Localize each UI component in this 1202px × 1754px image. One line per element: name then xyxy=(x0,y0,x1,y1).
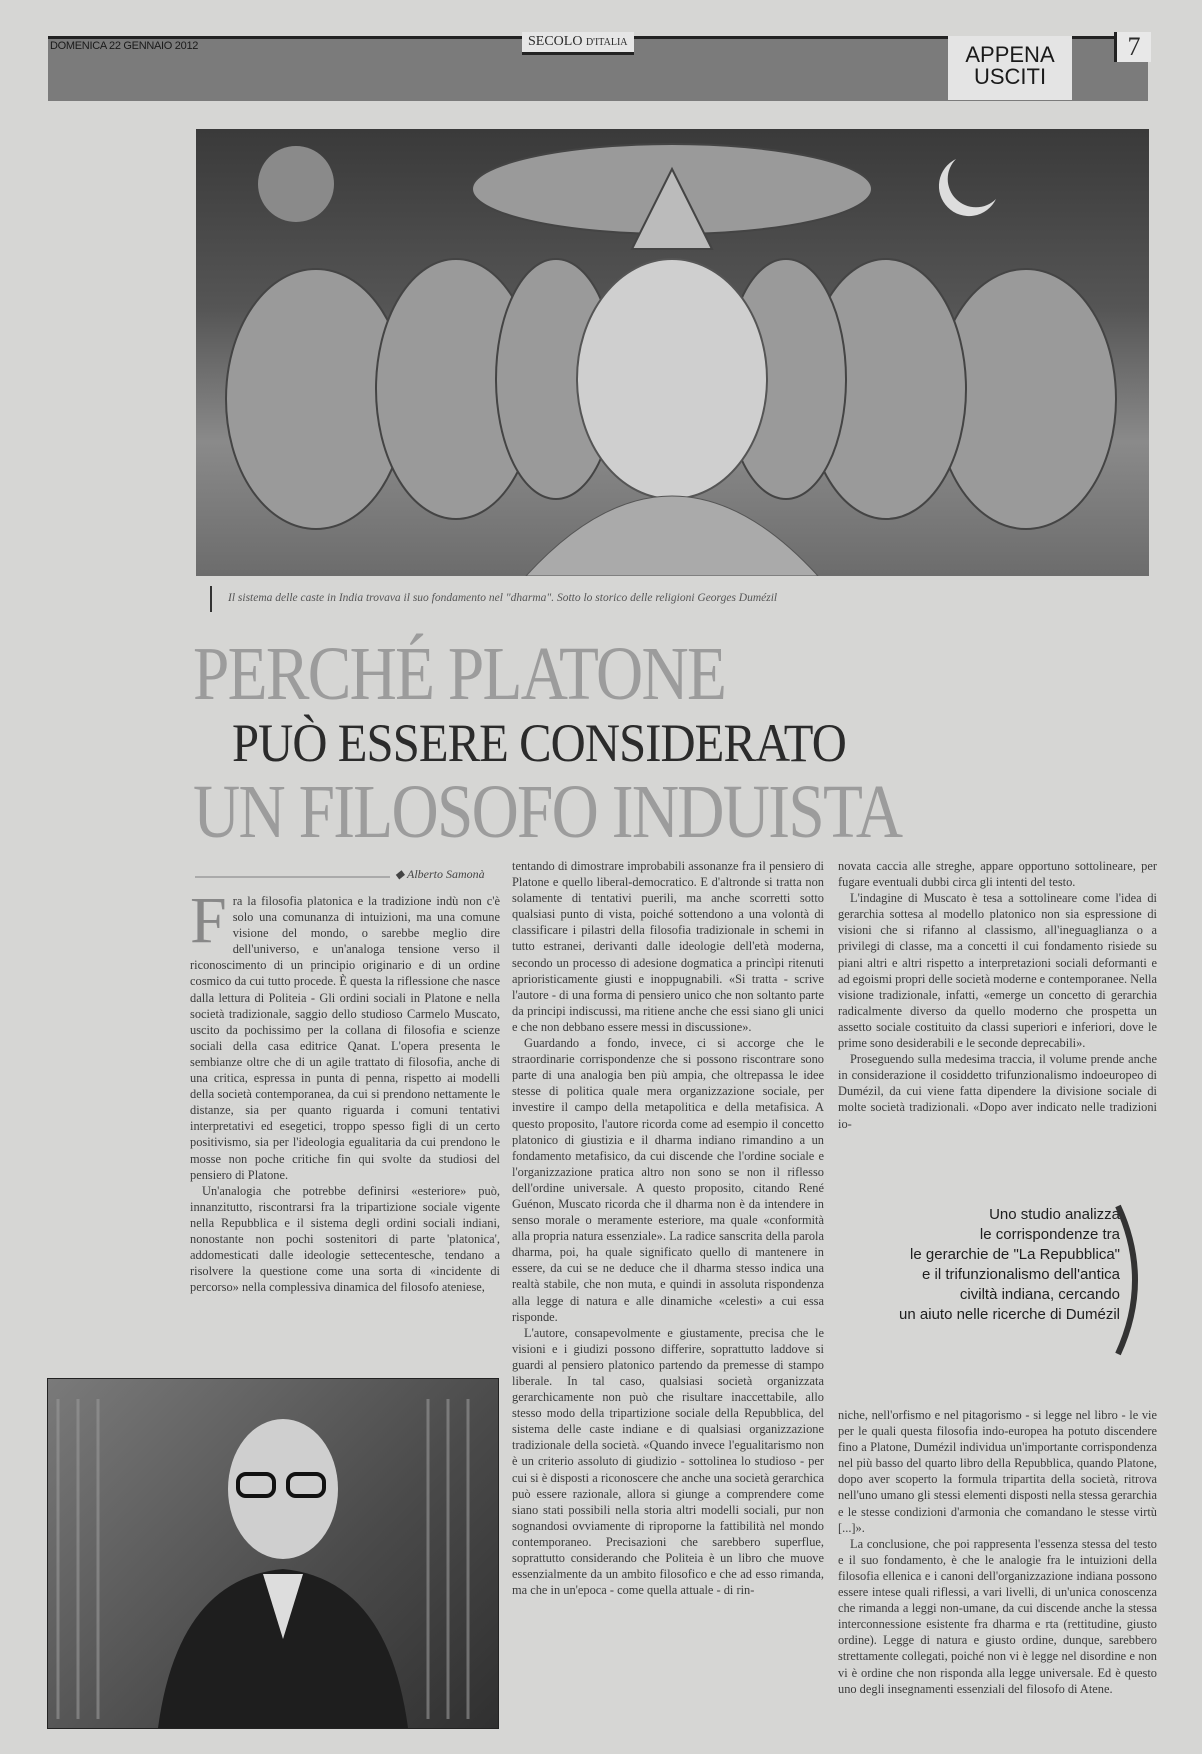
pull-quote-line: le corrispondenze tra xyxy=(979,1226,1120,1243)
pull-quote-line: Uno studio analizza xyxy=(989,1206,1120,1223)
issue-date: DOMENICA 22 GENNAIO 2012 xyxy=(50,40,199,52)
pull-quote-line: civiltà indiana, cercando xyxy=(959,1286,1120,1303)
pull-quote xyxy=(840,1205,1120,1325)
pull-quote-line: e il trifunzionalismo dell'antica xyxy=(922,1266,1120,1283)
section-label-line2: USCITI xyxy=(973,64,1047,89)
pull-quote-bracket xyxy=(1112,1200,1152,1360)
paragraph: novata caccia alle streghe, appare opportuno sottolineare, per fugare eventuali dubbi circa gli intenti del testo. xyxy=(838,859,1157,890)
paragraph: L'indagine di Muscato è tesa a sottolineare come l'idea di gerarchia sottesa al modello platonico non sia espressione di visioni che si rifanno al classismo, all'ineguaglianza o a privilegi di classe, ma a concetti il cui fondamento risiede su piani altri e altri rispetto a interpretazioni sociali deformanti e ad egoismi propri delle società moderne e contemporanee. Nella visione tradizionale, infatti, «emerge un concetto di gerarchia radicalmente diverso da quello moderno che prospetta un assetto sociale costituito da classi superiori e inferiori, dove le prime sono desiderabili e le seconde deprecabili». xyxy=(838,891,1157,1051)
paragraph-text: ra la filosofia platonica e la tradizione indù non c'è solo una comunanza di intuizioni, ma una comune visione del mondo, o sarebbe meglio dire dell'universo, e un'analoga tensione verso il riconoscimento di un principio originario e di un ordine cosmico da cui tutto procede. È questa la riflessione che nasce dalla lettura di Politeia - Gli ordini sociali in Platone e nella società tradizionale, saggio dello studioso Carmelo Muscato, uscito da pochissimo per la collana di filosofia e scienze sociali della casa editrice Qanat. L'opera presenta le sembianze oltre che di un agile trattato di filosofia, anche di una critica, espressa in punta di penna, rispetto ai modelli della società contemporanea, da cui si prendono nettamente le distanze, sia per quanto riguarda i comuni tentativi interpretativi ed esegetici, troppo spesso figli di un certo positivismo, sia per l'ideologia egualitaria da cui prendono le mosse non poche critiche fin qui svolte da studiosi del pensiero di Platone. xyxy=(190,894,500,1182)
paragraph: Proseguendo sulla medesima traccia, il volume prende anche in considerazione il cosiddetto trifunzionalismo indoeuropeo di Dumézil, da cui viene fatta dipendere la divisione sociale di molte società tradizionali. «Dopo aver indicato nelle tradizioni io- xyxy=(838,1052,1157,1131)
section-label-line1: APPENA xyxy=(965,42,1055,67)
drop-cap: F xyxy=(190,893,227,957)
paragraph: Un'analogia che potrebbe definirsi «esteriore» può, innanzitutto, riscontrarsi fra la tripartizione sociale vigente nella Repubblica e il sistema degli ordini sociali indiani, nonostante non pochi sostenitori di parte 'platonica', addomesticati dalle ideologie settecentesche, tendano a risolvere la questione come una sorta di «incidente di percorso» nella complessiva dinamica del filosofo ateniese, xyxy=(190,1183,500,1295)
pull-quote-line: un aiuto nelle ricerche di Dumézil xyxy=(899,1306,1120,1323)
headline-line3: UN FILOSOFO INDUISTA xyxy=(193,770,902,854)
article-column-3-top xyxy=(838,858,1157,1184)
paragraph: niche, nell'orfismo e nel pitagorismo - si legge nel libro - le vie per le quali questa filosofia indo-europea ha potuto discendere fino a Platone, Dumézil individua un'importante corrispondenza nel più basso del quarto libro della Repubblica, quando Platone, dopo aver scoperto la formula tripartita della società, ritrova nell'uno umano gli stessi elementi disposti nella stessa gerarchia e le stesse condizioni d'armonia che comandano le stesse virtù [...]». xyxy=(838,1408,1157,1535)
moon-icon xyxy=(258,146,334,222)
headline-line2: PUÒ ESSERE CONSIDERATO xyxy=(232,713,846,773)
paragraph xyxy=(190,893,500,1183)
headline-line1: PERCHÉ PLATONE xyxy=(193,632,726,716)
author-name: Alberto Samonà xyxy=(407,867,485,881)
page-number: 7 xyxy=(1114,32,1151,62)
section-label xyxy=(948,36,1072,100)
byline-rule xyxy=(195,876,390,878)
pull-quote-line: le gerarchie de "La Repubblica" xyxy=(910,1246,1120,1263)
hero-illustration xyxy=(196,129,1149,576)
central-deity-face xyxy=(577,259,767,499)
paragraph: tentando di dimostrare improbabili assonanze fra il pensiero di Platone e quello liberal-democratico. E d'altronde si tratta non solamente di tentativi puerili, ma anche scorretti sotto qualsiasi punto di vista, poiché sottendono a una volontà di classificare i pilastri della filosofia tradizionale in schemi in tutto estranei, derivanti dalle ideologie dell'età moderna, secondo un processo di adesione dogmatica a princìpi ritenuti aprioristicamente giusti e inoppugnabili. «Si tratta - scrive l'autore - di una forma di pensiero unico che non soltanto parte da principi indiscussi, ma ritiene anche che essi siano gli unici e che non debbano essere messi in discussione». xyxy=(512,859,824,1034)
byline: ◆ Alberto Samonà xyxy=(395,867,485,881)
paragraph: Guardando a fondo, invece, ci si accorge che le straordinarie corrispondenze che si possono riscontrare sono parte di una analogia ben più ampia, che oltrepassa le idee stesse di politica quale mera organizzazione sociale, per investire il campo della metapolitica e della metafisica. A questo proposito, l'autore ricorda come ad esempio il concetto platonico di giustizia e il dharma indiano rimandino a un fondamento metafisico, da cui discende che l'ordine sociale e l'organizzazione pratica altro non sono se non il riflesso dell'ordine universale. A questo proposito, citando René Guénon, Muscato ricorda che il dharma non è da intendere in senso morale o meramente esteriore, ma quale «conformità alla propria natura essenziale». La radice sanscrita della parola dharma, poi, ha quale significato quello di mantenere in essere, da cui se ne deduce che il dharma stesso indica una realtà stabile, che non muta, e quindi in assoluta rispondenza alla legge di natura e alle dinamiche «celesti» a cui essa risponde. xyxy=(512,1036,824,1324)
article-column-2 xyxy=(512,858,824,1728)
paragraph: L'autore, consapevolmente e giustamente, precisa che le visioni e i giudizi possono differire, soprattutto laddove si guardi al pensiero platonico partendo da premesse di stampo liberale. In tal caso, qualsiasi società organizzata gerarchicamente non può che risultare inaccettabile, allo stesso modo della tripartizione sociale della Repubblica, del sistema delle caste indiane e di qualsiasi organizzazione tradizionale della società. «Quando invece l'egualitarismo non è un criterio assoluto di giudizio - sottolinea lo studioso - per cui si è disposti a riconoscere che anche una società gerarchica può essere razionale, allora si giunge a comprendere come siano stati possibili nella storia altri modelli sociali, pur non sognandosi ovviamente di riproporne la fattibilità nel mondo contemporaneo. Precisazioni che sarebbero superflue, soprattutto considerando che Politeia è un libro che muove essenzialmente da un ambito filosofico e che ad esso rimanda, ma che in un'epoca - come quella attuale - di rin- xyxy=(512,1325,824,1598)
masthead-suffix: D'ITALIA xyxy=(585,37,628,48)
paragraph: La conclusione, che poi rappresenta l'essenza stessa del testo e il suo fondamento, è che le analogie fra le intuizioni della filosofia ellenica e i canoni dell'organizzazione indiana possono essere intese quali riflessi, a vari livelli, di un'unica conoscenza che rimanda a leggi non-umane, da cui discende anche la stessa interconnessione esistente fra dharma e rta (rettitudine, giusto ordine). Legge di natura e giusto ordine, dunque, sarebbero strettamente collegati, poiché non vi è legge nel disordine e non vi è ordine che non risponda alla legge universale. Ed è questo uno degli insegnamenti essenziali del filosofo di Atene. xyxy=(838,1536,1157,1696)
caption-rule xyxy=(210,586,212,612)
masthead xyxy=(522,32,634,55)
masthead-name: SECOLO xyxy=(528,34,583,49)
article-column-1 xyxy=(190,893,500,1371)
crescent-moon-icon xyxy=(939,159,996,216)
face xyxy=(228,1419,338,1559)
author-photo xyxy=(47,1378,499,1729)
hero-caption: Il sistema delle caste in India trovava il suo fondamento nel "dharma". Sotto lo storico delle religioni Georges Dumézil xyxy=(228,592,778,604)
article-column-3-bottom xyxy=(838,1407,1157,1729)
